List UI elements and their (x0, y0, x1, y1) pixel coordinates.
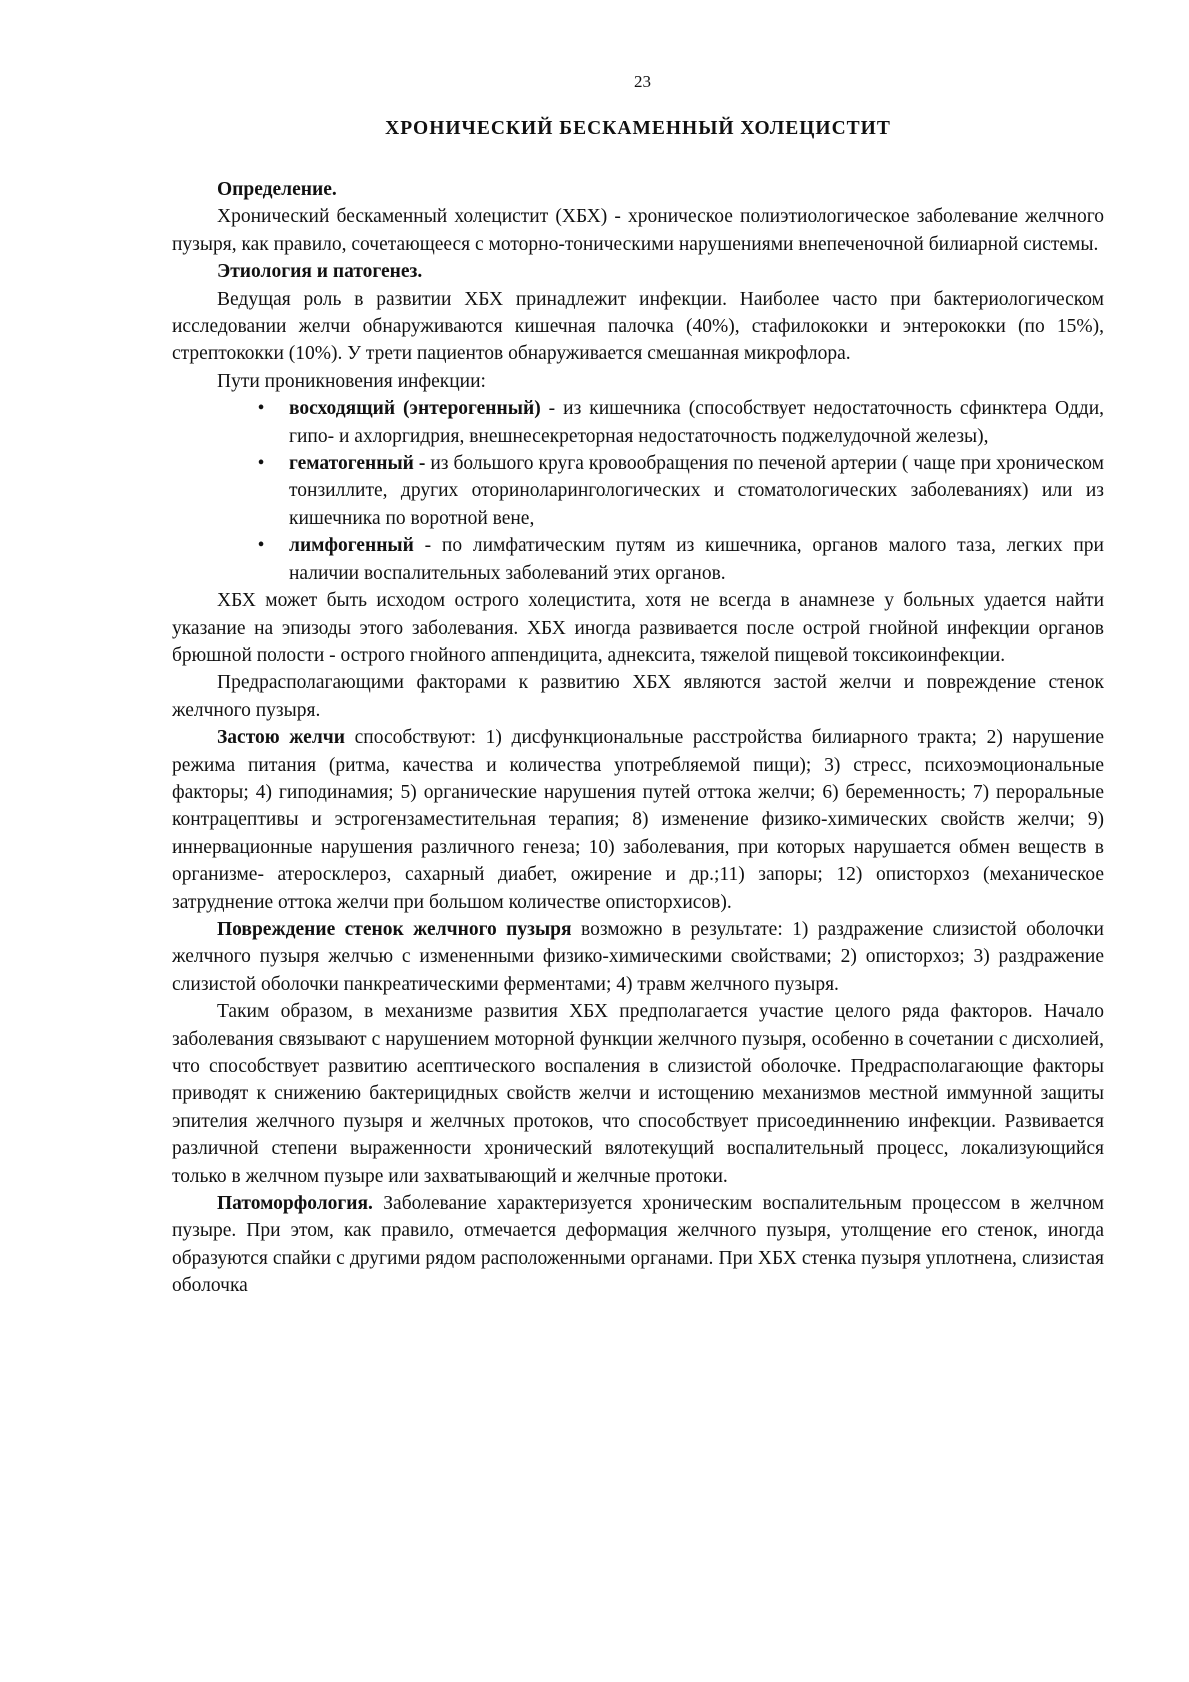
etiology-paragraph-3: Предрасполагающими факторами к развитию ХБХ являются застой желчи и повреждение стенок желчного пузыря. (172, 672, 1104, 721)
bullet-icon: • (257, 535, 265, 557)
pathomorphology-heading: Патоморфология. (217, 1193, 373, 1215)
etiology-heading: Этиология и патогенез. (217, 261, 423, 283)
routes-list (172, 395, 1104, 587)
pathomorphology-paragraph (172, 1190, 1104, 1300)
bullet-icon: • (257, 453, 265, 475)
definition-heading: Определение. (217, 179, 337, 200)
page-number: 23 (634, 72, 651, 91)
pathomorphology-text: Заболевание характеризуется хроническим воспалительным процессом в желчном пузыре. При этом, как правило, отмечается деформация желчного пузыря, утолщение его стенок, иногда образуются спайки с другими рядом расположенными органами. При ХБХ стенка пузыря уплотнена, слизистая оболочка (172, 1193, 1104, 1297)
bile-stasis-term: Застою желчи (217, 727, 346, 749)
wall-damage-paragraph (172, 916, 1104, 998)
bile-stasis-paragraph (172, 724, 1104, 916)
definition-text: Хронический бескаменный холецистит (ХБХ) - хроническое полиэтиологическое заболевание желчного пузыря, как правило, сочетающееся с моторно-тоническими нарушениями внепеченочной билиарной системы. (172, 206, 1104, 255)
document-body (172, 176, 1104, 1300)
route-term: лимфогенный (289, 535, 414, 557)
list-item (172, 532, 1104, 587)
route-text: - по лимфатическим путям из кишечника, органов малого таза, легких при наличии воспалительных заболеваний этих органов. (289, 535, 1104, 584)
route-term: гематогенный - (289, 453, 426, 475)
etiology-paragraph-1: Ведущая роль в развитии ХБХ принадлежит инфекции. Наиболее часто при бактериологическом исследовании желчи обнаруживаются кишечная палочка (40%), стафилококки и энтерококки (по 15%), стрептококки (10%). У трети пациентов обнаруживается смешанная микрофлора. (172, 288, 1104, 365)
routes-intro: Пути проникновения инфекции: (217, 370, 486, 392)
bile-stasis-text: способствуют: 1) дисфункциональные расстройства билиарного тракта; 2) нарушение режима питания (ритма, качества и количества употребляемой пищи); 3) стресс, психоэмоциональные факторы; 4) гиподинамия; 5) органические нарушения путей оттока желчи; 6) беременность; 7) пероральные контрацептивы и эстрогензаместительная терапия; 8) изменение физико-химических свойств желчи; 9) иннервационные нарушения различного генеза; 10) заболевания, при которых нарушается обмен веществ в организме- атеросклероз, сахарный диабет, ожирение и др.;11) запоры; 12) описторхоз (механическое затруднение оттока желчи при большом количестве описторхисов). (172, 727, 1104, 913)
route-term: восходящий (энтерогенный) (289, 398, 541, 420)
wall-damage-term: Повреждение стенок желчного пузыря (217, 918, 572, 940)
bullet-icon: • (257, 398, 265, 420)
list-item (172, 395, 1104, 450)
etiology-paragraph-4: Таким образом, в механизме развития ХБХ предполагается участие целого ряда факторов. Начало заболевания связывают с нарушением моторной функции желчного пузыря, особенно в сочетании с дисхолией, что способствует развитию асептического воспаления в слизистой оболочке. Предрасполагающие факторы приводят к снижению бактерицидных свойств желчи и истощению механизмов местной иммунной защиты эпителия желчного пузыря и желчных протоков, что способствует присоединнению инфекции. Развивается различной степени выраженности хронический вялотекущий воспалительный процесс, локализующийся только в желчном пузыре или захватывающий и желчные протоки. (172, 1001, 1104, 1187)
page-title: ХРОНИЧЕСКИЙ БЕСКАМЕННЫЙ ХОЛЕЦИСТИТ (385, 118, 891, 139)
route-text: - из кишечника (способствует недостаточность сфинктера Одди, гипо- и ахлоргидрия, внешнесекреторная недостаточность поджелудочной железы), (289, 398, 1105, 447)
etiology-paragraph-2: ХБХ может быть исходом острого холецистита, хотя не всегда в анамнезе у больных удается найти указание на эпизоды этого заболевания. ХБХ иногда развивается после острой гнойной инфекции органов брюшной полости - острого гнойного аппендицита, аднексита, тяжелой пищевой токсикоинфекции. (172, 590, 1104, 666)
list-item (172, 450, 1104, 532)
route-text: из большого круга кровообращения по печеной артерии ( чаще при хроническом тонзиллите, других оториноларингологических и стоматологических заболеваниях) или из кишечника по воротной вене, (289, 453, 1104, 529)
wall-damage-text: возможно в результате: 1) раздражение слизистой оболочки желчного пузыря желчью с измененными физико-химическими свойствами; 2) описторхоз; 3) раздражение слизистой оболочки панкреатическими ферментами; 4) травм желчного пузыря. (172, 918, 1104, 995)
